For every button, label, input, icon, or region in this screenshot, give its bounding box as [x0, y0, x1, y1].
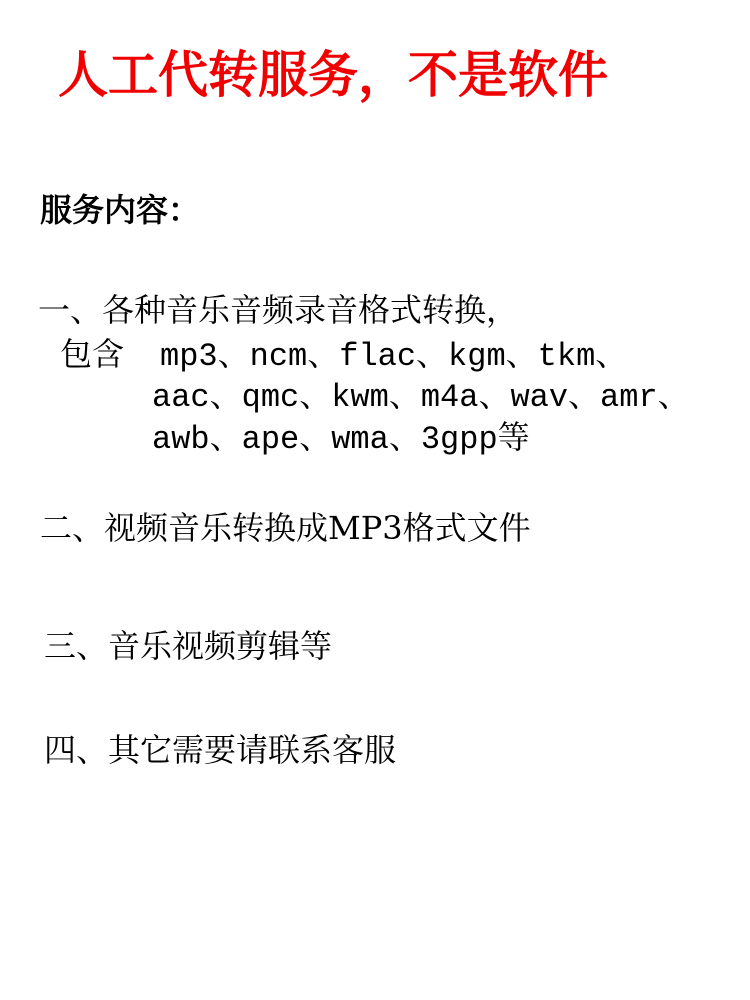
formats-list-line-1: mp3、ncm、flac、kgm、tkm、 [160, 338, 628, 375]
section-label: 服务内容： [40, 191, 201, 229]
formats-list-line-3: awb、ape、wma、3gpp等 [152, 421, 530, 458]
service-item-1-title: 一、各种音乐音频录音格式转换， [38, 291, 519, 329]
service-item-3: 三、音乐视频剪辑等 [44, 627, 333, 665]
formats-list-line-2: aac、qmc、kwm、m4a、wav、amr、 [152, 379, 690, 416]
formats-prefix: 包含 [60, 335, 125, 373]
service-item-1-formats [60, 332, 627, 379]
service-item-2: 二、视频音乐转换成MP3格式文件 [40, 509, 531, 547]
service-item-4: 四、其它需要请联系客服 [44, 731, 397, 769]
headline: 人工代转服务，不是软件 [58, 46, 608, 104]
